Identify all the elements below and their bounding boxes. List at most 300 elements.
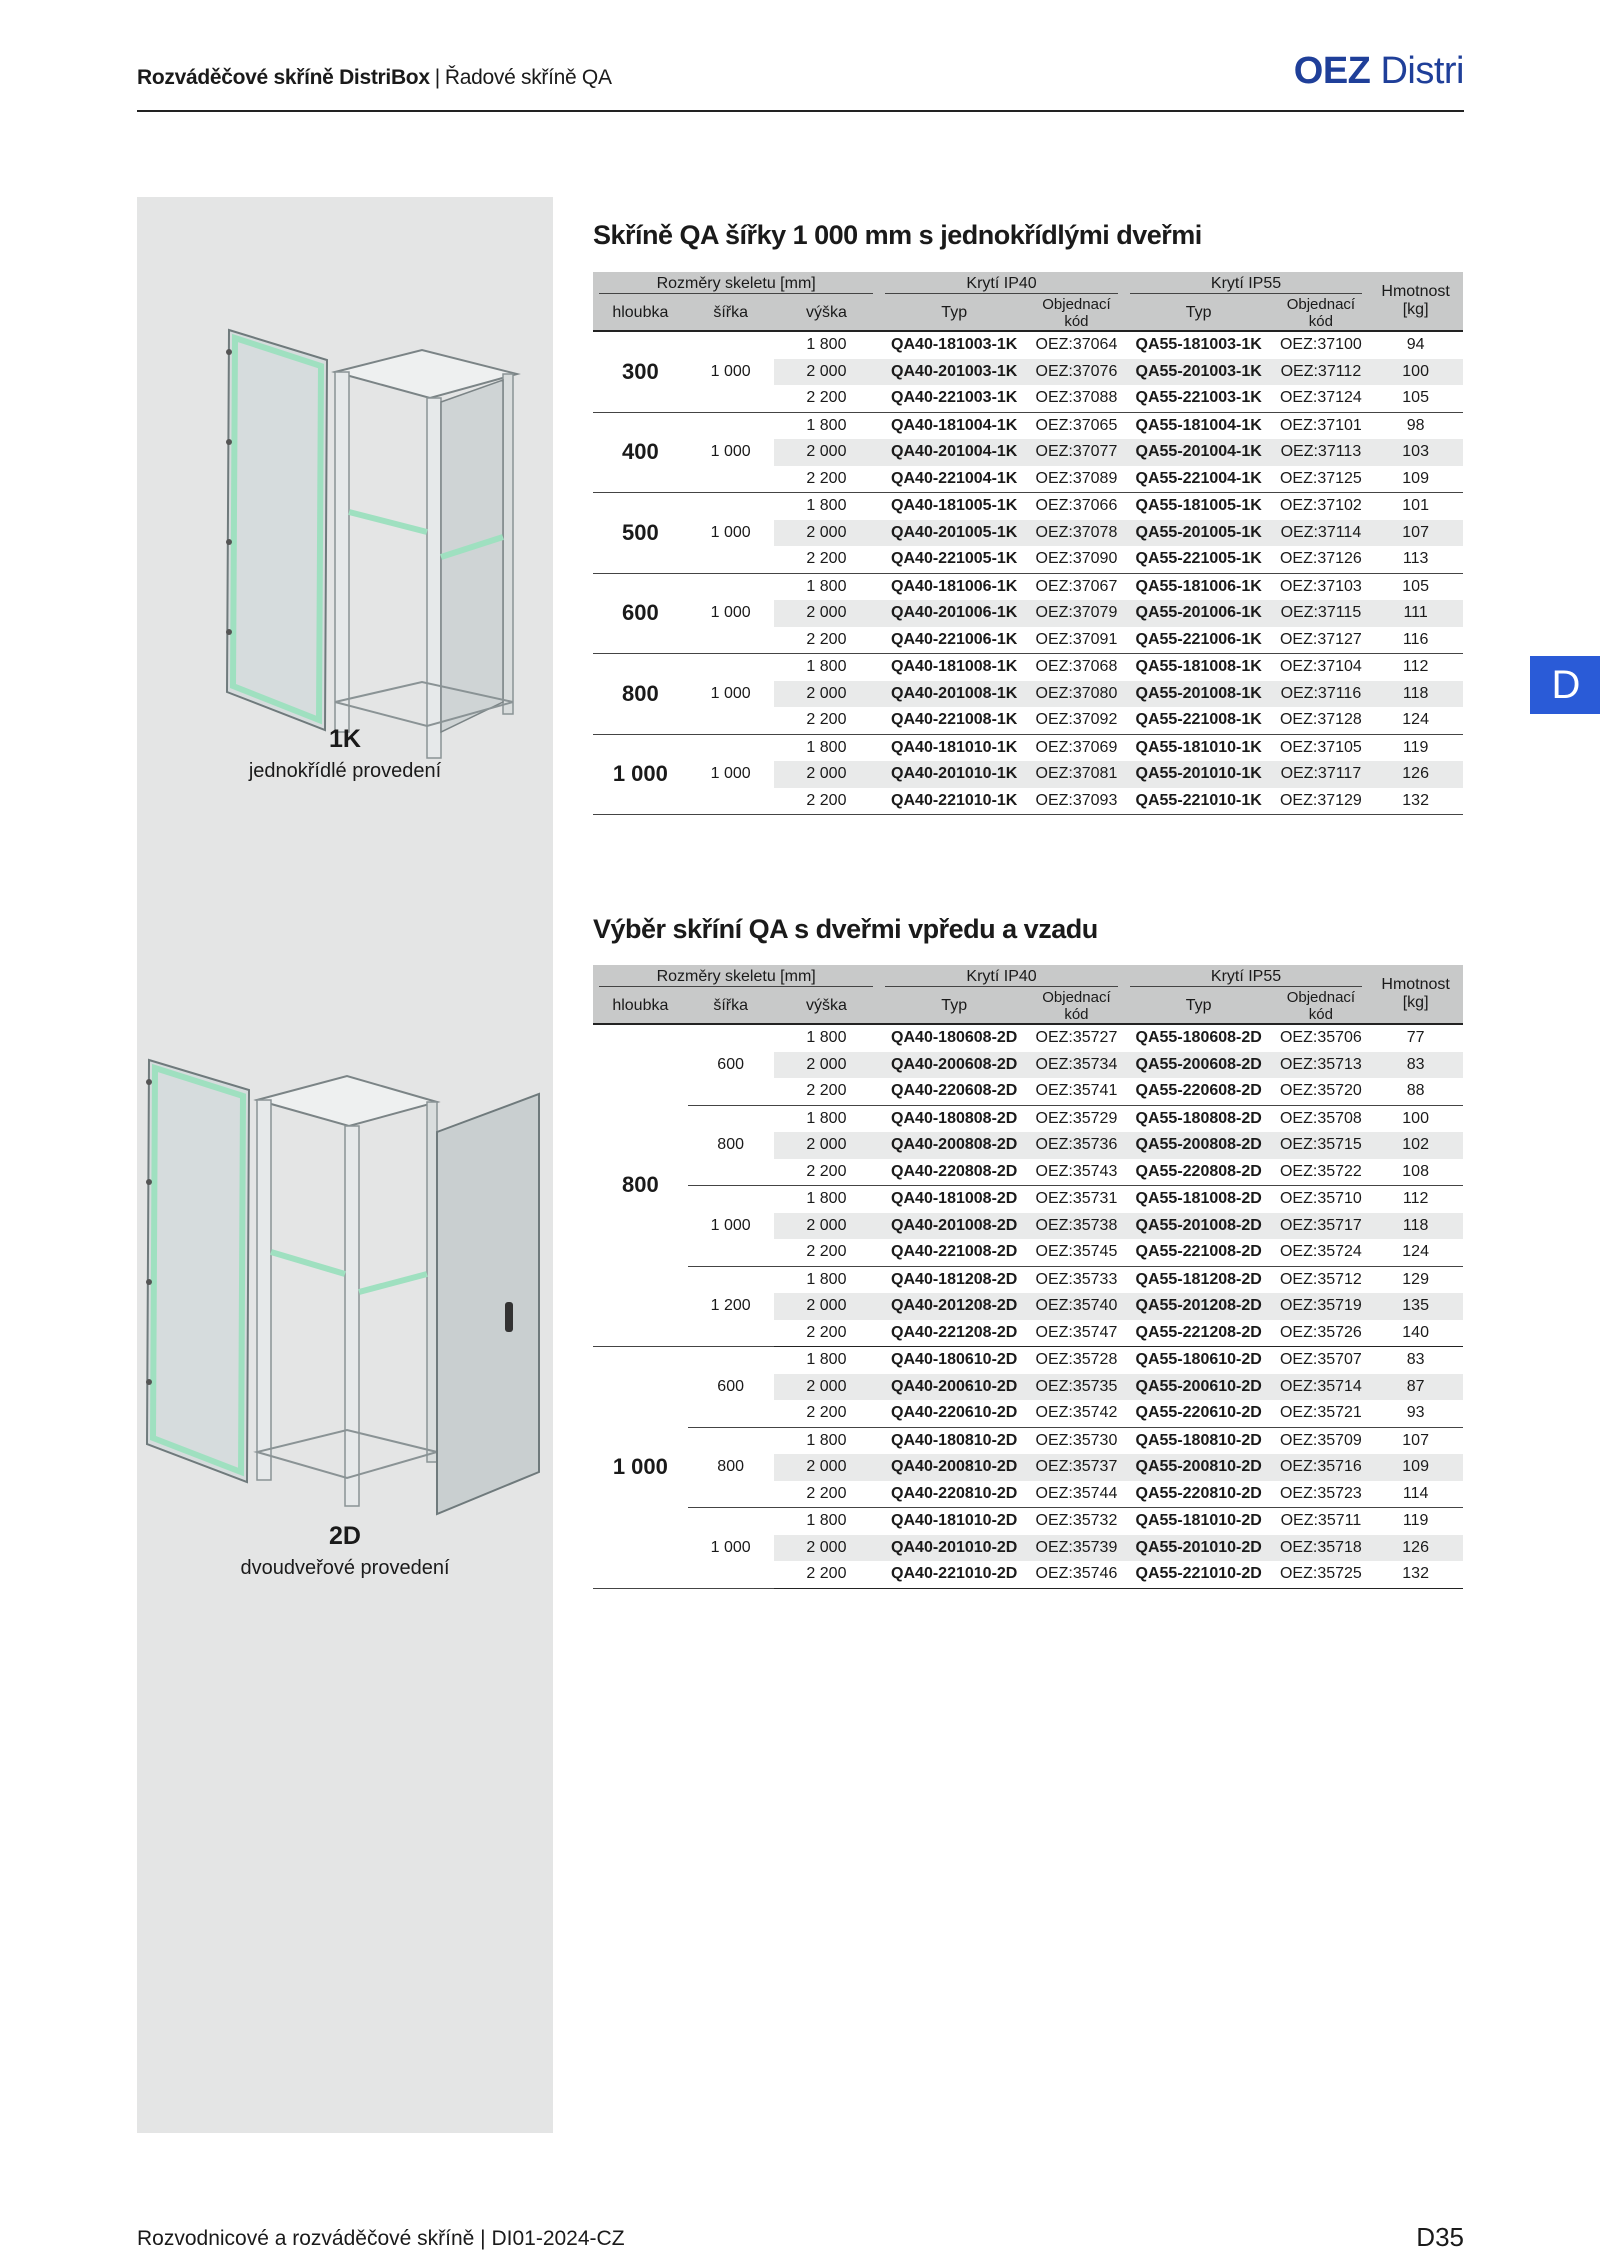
weight-cell: 102 [1368, 1132, 1463, 1159]
code-ip55-cell: OEZ:37100 [1279, 336, 1362, 353]
code-ip40-cell: OEZ:37080 [1029, 681, 1124, 708]
code-ip40-cell: OEZ:35745 [1029, 1239, 1124, 1266]
weight-cell: 83 [1406, 1351, 1425, 1368]
breadcrumb-sub: Řadové skříně QA [444, 66, 612, 89]
cabinet-1k-illustration [177, 322, 537, 762]
logo-distri: Distri [1380, 50, 1464, 92]
type-ip40-cell: QA40-200810-2D [879, 1454, 1029, 1481]
code-ip55-cell: OEZ:37126 [1274, 546, 1369, 573]
weight-cell: 105 [1402, 577, 1429, 595]
width-cell: 600 [688, 1347, 774, 1428]
header-weight: Hmotnost [kg] [1368, 965, 1463, 1024]
code-ip55-cell: OEZ:37101 [1279, 416, 1362, 434]
type-ip55-cell: QA55-180810-2D [1135, 1431, 1262, 1449]
code-ip40-cell: OEZ:35742 [1029, 1400, 1124, 1427]
height-cell: 2 000 [774, 1132, 880, 1159]
header-depth: hloubka [593, 296, 688, 331]
type-ip55-cell: QA55-221008-1K [1124, 707, 1274, 734]
brand-logo [1294, 50, 1464, 93]
type-ip40-cell: QA40-201208-2D [879, 1293, 1029, 1320]
type-ip55-cell: QA55-201003-1K [1124, 359, 1274, 386]
code-ip40-cell: OEZ:35733 [1035, 1270, 1118, 1288]
type-ip40-cell: QA40-180808-2D [891, 1109, 1018, 1127]
type-ip55-cell: QA55-221008-2D [1124, 1239, 1274, 1266]
type-ip55-cell: QA55-181008-1K [1135, 658, 1262, 675]
code-ip55-cell: OEZ:35718 [1274, 1535, 1369, 1562]
height-cell: 2 000 [774, 761, 880, 788]
type-ip40-cell: QA40-181010-1K [891, 738, 1018, 756]
type-ip55-cell: QA55-221006-1K [1124, 627, 1274, 654]
type-ip55-cell: QA55-201008-1K [1124, 681, 1274, 708]
type-ip40-cell: QA40-181008-2D [891, 1190, 1018, 1207]
type-ip40-cell: QA40-180610-2D [891, 1351, 1018, 1368]
weight-cell: 114 [1368, 1481, 1463, 1508]
weight-cell: 101 [1402, 497, 1429, 514]
code-ip40-cell: OEZ:35734 [1029, 1052, 1124, 1079]
weight-cell: 107 [1402, 1431, 1429, 1449]
code-ip55-cell: OEZ:35707 [1279, 1351, 1362, 1368]
type-ip55-cell: QA55-181003-1K [1135, 336, 1262, 353]
header-code-ip55: Objednací kód [1274, 989, 1369, 1024]
header-type-ip40: Typ [879, 296, 1029, 331]
height-cell: 1 800 [806, 1270, 847, 1288]
height-cell: 2 200 [774, 1400, 880, 1427]
code-ip40-cell: OEZ:37076 [1029, 359, 1124, 386]
weight-cell: 108 [1368, 1159, 1463, 1186]
type-ip55-cell: QA55-181008-2D [1135, 1190, 1262, 1207]
depth-cell: 400 [593, 412, 688, 493]
type-ip55-cell: QA55-201010-2D [1124, 1535, 1274, 1562]
header-code-ip40: Objednací kód [1029, 296, 1124, 331]
type-ip55-cell: QA55-180808-2D [1135, 1109, 1262, 1127]
table-row [593, 1347, 1463, 1374]
height-cell: 2 000 [774, 520, 880, 547]
width-cell: 1 200 [688, 1266, 774, 1347]
code-ip55-cell: OEZ:35722 [1274, 1159, 1369, 1186]
type-ip55-cell: QA55-200610-2D [1124, 1374, 1274, 1401]
type-ip55-cell: QA55-201004-1K [1124, 439, 1274, 466]
type-ip40-cell: QA40-181208-2D [891, 1270, 1018, 1288]
code-ip55-cell: OEZ:35723 [1274, 1481, 1369, 1508]
weight-cell: 87 [1368, 1374, 1463, 1401]
type-ip40-cell: QA40-181004-1K [891, 416, 1018, 434]
height-cell: 1 800 [806, 577, 847, 595]
code-ip55-cell: OEZ:37105 [1279, 738, 1362, 756]
code-ip40-cell: OEZ:37093 [1029, 788, 1124, 815]
type-ip40-cell: QA40-180810-2D [891, 1431, 1018, 1449]
height-cell: 1 800 [806, 336, 847, 353]
type-ip40-cell: QA40-220810-2D [879, 1481, 1029, 1508]
code-ip55-cell: OEZ:35706 [1279, 1029, 1362, 1046]
type-ip55-cell: QA55-181208-2D [1135, 1270, 1262, 1288]
code-ip40-cell: OEZ:35740 [1029, 1293, 1124, 1320]
code-ip55-cell: OEZ:35708 [1279, 1109, 1362, 1127]
height-cell: 2 000 [774, 1535, 880, 1562]
height-cell: 2 000 [774, 681, 880, 708]
type-ip40-cell: QA40-220808-2D [879, 1159, 1029, 1186]
code-ip55-cell: OEZ:35725 [1274, 1561, 1369, 1588]
table-row [593, 573, 1463, 600]
code-ip40-cell: OEZ:35728 [1035, 1351, 1118, 1368]
code-ip55-cell: OEZ:37104 [1279, 658, 1362, 675]
height-cell: 2 000 [774, 1213, 880, 1240]
height-cell: 1 800 [806, 1109, 847, 1127]
type-ip55-cell: QA55-220808-2D [1124, 1159, 1274, 1186]
code-ip55-cell: OEZ:35720 [1274, 1078, 1369, 1105]
code-ip55-cell: OEZ:35726 [1274, 1320, 1369, 1347]
height-cell: 2 000 [774, 359, 880, 386]
weight-cell: 112 [1402, 1190, 1429, 1207]
height-cell: 1 800 [806, 658, 847, 675]
weight-cell: 126 [1368, 1535, 1463, 1562]
code-ip55-cell: OEZ:35712 [1279, 1270, 1362, 1288]
type-ip40-cell: QA40-201008-1K [879, 681, 1029, 708]
header-depth: hloubka [593, 989, 688, 1024]
type-ip40-cell: QA40-221005-1K [879, 546, 1029, 573]
type-ip40-cell: QA40-221006-1K [879, 627, 1029, 654]
height-cell: 1 800 [806, 1351, 847, 1368]
weight-cell: 88 [1368, 1078, 1463, 1105]
depth-cell: 1 000 [593, 734, 688, 815]
type-ip55-cell: QA55-200808-2D [1124, 1132, 1274, 1159]
type-ip55-cell: QA55-201008-2D [1124, 1213, 1274, 1240]
header-ip55: Krytí IP55 [1124, 965, 1368, 989]
type-ip55-cell: QA55-220810-2D [1124, 1481, 1274, 1508]
depth-cell: 500 [593, 493, 688, 574]
type-ip55-cell: QA55-201010-1K [1124, 761, 1274, 788]
height-cell: 2 200 [774, 546, 880, 573]
type-ip55-cell: QA55-221208-2D [1124, 1320, 1274, 1347]
height-cell: 2 000 [774, 439, 880, 466]
height-cell: 2 200 [774, 627, 880, 654]
table-row [593, 654, 1463, 681]
page-header [137, 50, 1464, 112]
code-ip55-cell: OEZ:35721 [1274, 1400, 1369, 1427]
height-cell: 2 200 [774, 1481, 880, 1508]
code-ip40-cell: OEZ:37078 [1029, 520, 1124, 547]
section-title-2d: Výběr skříní QA s dveřmi vpředu a vzadu [593, 914, 1098, 944]
width-cell: 1 000 [688, 1186, 774, 1267]
code-ip55-cell: OEZ:37124 [1274, 385, 1369, 412]
code-ip55-cell: OEZ:37127 [1274, 627, 1369, 654]
header-code-ip40: Objednací kód [1029, 989, 1124, 1024]
weight-cell: 119 [1402, 1512, 1429, 1529]
code-ip40-cell: OEZ:35738 [1029, 1213, 1124, 1240]
weight-cell: 124 [1368, 1239, 1463, 1266]
weight-cell: 118 [1368, 1213, 1463, 1240]
depth-cell: 1 000 [593, 1347, 688, 1589]
height-cell: 1 800 [806, 1190, 847, 1207]
weight-cell: 112 [1402, 658, 1429, 675]
code-ip55-cell: OEZ:37112 [1274, 359, 1369, 386]
code-ip40-cell: OEZ:37088 [1029, 385, 1124, 412]
type-ip55-cell: QA55-201006-1K [1124, 600, 1274, 627]
height-cell: 2 200 [774, 1239, 880, 1266]
weight-cell: 83 [1368, 1052, 1463, 1079]
section-tab: D [1530, 656, 1600, 714]
type-ip55-cell: QA55-181005-1K [1135, 497, 1262, 514]
type-ip40-cell: QA40-181008-1K [891, 658, 1018, 675]
width-cell: 800 [688, 1105, 774, 1186]
code-ip55-cell: OEZ:35719 [1274, 1293, 1369, 1320]
code-ip55-cell: OEZ:35716 [1274, 1454, 1369, 1481]
weight-cell: 113 [1368, 546, 1463, 573]
header-type-ip55: Typ [1124, 989, 1274, 1024]
table-row [593, 1186, 1463, 1213]
type-ip55-cell: QA55-221004-1K [1124, 466, 1274, 493]
code-ip55-cell: OEZ:37128 [1274, 707, 1369, 734]
code-ip40-cell: OEZ:35743 [1029, 1159, 1124, 1186]
code-ip40-cell: OEZ:37081 [1029, 761, 1124, 788]
type-ip55-cell: QA55-201208-2D [1124, 1293, 1274, 1320]
breadcrumb [137, 66, 612, 90]
code-ip40-cell: OEZ:35732 [1035, 1512, 1118, 1529]
width-cell: 1 000 [688, 654, 774, 735]
weight-cell: 93 [1368, 1400, 1463, 1427]
cabinet-code: 2D [329, 1522, 361, 1550]
height-cell: 2 200 [774, 1078, 880, 1105]
code-ip55-cell: OEZ:35710 [1279, 1190, 1362, 1207]
cabinet-desc: jednokřídlé provedení [248, 760, 442, 782]
type-ip40-cell: QA40-200608-2D [879, 1052, 1029, 1079]
type-ip55-cell: QA55-220610-2D [1124, 1400, 1274, 1427]
code-ip40-cell: OEZ:37090 [1029, 546, 1124, 573]
header-type-ip55: Typ [1124, 296, 1274, 331]
code-ip55-cell: OEZ:35709 [1279, 1431, 1362, 1449]
code-ip55-cell: OEZ:37103 [1279, 577, 1362, 595]
code-ip55-cell: OEZ:37113 [1274, 439, 1369, 466]
code-ip40-cell: OEZ:35731 [1035, 1190, 1118, 1207]
type-ip40-cell: QA40-221208-2D [879, 1320, 1029, 1347]
type-ip40-cell: QA40-220608-2D [879, 1078, 1029, 1105]
breadcrumb-separator: | [434, 66, 440, 89]
table-row [593, 331, 1463, 359]
page-number: D35 [1416, 2222, 1464, 2252]
code-ip55-cell: OEZ:35713 [1274, 1052, 1369, 1079]
height-cell: 2 200 [774, 385, 880, 412]
type-ip40-cell: QA40-201004-1K [879, 439, 1029, 466]
height-cell: 2 200 [774, 1320, 880, 1347]
cabinet-2d-label [137, 1522, 553, 1580]
table-row [593, 734, 1463, 761]
code-ip40-cell: OEZ:35729 [1035, 1109, 1118, 1127]
header-ip40: Krytí IP40 [879, 965, 1123, 989]
table-row [593, 1024, 1463, 1052]
height-cell: 1 800 [806, 738, 847, 756]
code-ip40-cell: OEZ:37079 [1029, 600, 1124, 627]
product-table-1k [593, 272, 1463, 815]
footer-text: Rozvodnicové a rozváděčové skříně [137, 2227, 475, 2250]
type-ip40-cell: QA40-201003-1K [879, 359, 1029, 386]
type-ip40-cell: QA40-200610-2D [879, 1374, 1029, 1401]
weight-cell: 103 [1368, 439, 1463, 466]
type-ip55-cell: QA55-181010-1K [1135, 738, 1262, 756]
code-ip40-cell: OEZ:35737 [1029, 1454, 1124, 1481]
height-cell: 2 200 [774, 707, 880, 734]
height-cell: 1 800 [806, 497, 847, 514]
type-ip55-cell: QA55-200810-2D [1124, 1454, 1274, 1481]
header-type-ip40: Typ [879, 989, 1029, 1024]
width-cell: 1 000 [688, 331, 774, 412]
code-ip55-cell: OEZ:35717 [1274, 1213, 1369, 1240]
type-ip55-cell: QA55-221005-1K [1124, 546, 1274, 573]
breadcrumb-main: Rozváděčové skříně DistriBox [137, 66, 430, 89]
type-ip55-cell: QA55-200608-2D [1124, 1052, 1274, 1079]
code-ip40-cell: OEZ:37066 [1035, 497, 1118, 514]
code-ip40-cell: OEZ:35741 [1029, 1078, 1124, 1105]
height-cell: 2 200 [774, 466, 880, 493]
code-ip40-cell: OEZ:35747 [1029, 1320, 1124, 1347]
depth-cell: 800 [593, 654, 688, 735]
height-cell: 2 000 [774, 1454, 880, 1481]
type-ip40-cell: QA40-201010-2D [879, 1535, 1029, 1562]
height-cell: 2 000 [774, 1293, 880, 1320]
type-ip40-cell: QA40-221004-1K [879, 466, 1029, 493]
type-ip40-cell: QA40-201006-1K [879, 600, 1029, 627]
type-ip40-cell: QA40-201005-1K [879, 520, 1029, 547]
product-table-2d [593, 965, 1463, 1589]
code-ip40-cell: OEZ:37092 [1029, 707, 1124, 734]
type-ip40-cell: QA40-181005-1K [891, 497, 1018, 514]
type-ip55-cell: QA55-180610-2D [1135, 1351, 1262, 1368]
type-ip55-cell: QA55-181006-1K [1135, 577, 1262, 595]
header-dims: Rozměry skeletu [mm] [593, 965, 879, 989]
height-cell: 1 800 [806, 416, 847, 434]
weight-cell: 132 [1368, 1561, 1463, 1588]
weight-cell: 124 [1368, 707, 1463, 734]
type-ip55-cell: QA55-220608-2D [1124, 1078, 1274, 1105]
weight-cell: 100 [1402, 1109, 1429, 1127]
table-row [593, 1508, 1463, 1535]
code-ip55-cell: OEZ:37117 [1274, 761, 1369, 788]
weight-cell: 98 [1406, 416, 1425, 434]
type-ip55-cell: QA55-221010-1K [1124, 788, 1274, 815]
code-ip55-cell: OEZ:35714 [1274, 1374, 1369, 1401]
code-ip40-cell: OEZ:37077 [1029, 439, 1124, 466]
weight-cell: 126 [1368, 761, 1463, 788]
logo-oez: OEZ [1293, 50, 1371, 92]
type-ip40-cell: QA40-181006-1K [891, 577, 1018, 595]
weight-cell: 129 [1402, 1270, 1429, 1288]
cabinet-code: 1K [329, 725, 361, 753]
table-row [593, 1266, 1463, 1293]
code-ip55-cell: OEZ:37114 [1274, 520, 1369, 547]
code-ip55-cell: OEZ:35715 [1274, 1132, 1369, 1159]
code-ip55-cell: OEZ:37125 [1274, 466, 1369, 493]
header-width: šířka [688, 989, 774, 1024]
code-ip40-cell: OEZ:37091 [1029, 627, 1124, 654]
cabinet-2d-illustration [137, 1052, 553, 1522]
header-height: výška [774, 296, 880, 331]
footer-doc-id: DI01-2024-CZ [491, 2227, 625, 2250]
height-cell: 2 200 [774, 788, 880, 815]
weight-cell: 107 [1368, 520, 1463, 547]
code-ip55-cell: OEZ:37115 [1274, 600, 1369, 627]
height-cell: 1 800 [806, 1512, 847, 1529]
weight-cell: 111 [1368, 600, 1463, 627]
code-ip55-cell: OEZ:37116 [1274, 681, 1369, 708]
weight-cell: 109 [1368, 466, 1463, 493]
cabinet-1k-label [137, 725, 553, 783]
weight-cell: 109 [1368, 1454, 1463, 1481]
height-cell: 2 000 [774, 600, 880, 627]
code-ip55-cell: OEZ:37102 [1279, 497, 1362, 514]
type-ip55-cell: QA55-181010-2D [1135, 1512, 1262, 1529]
height-cell: 2 200 [774, 1561, 880, 1588]
code-ip40-cell: OEZ:37064 [1035, 336, 1118, 353]
width-cell: 1 000 [688, 734, 774, 815]
type-ip40-cell: QA40-181010-2D [891, 1512, 1018, 1529]
type-ip55-cell: QA55-221010-2D [1124, 1561, 1274, 1588]
weight-cell: 132 [1368, 788, 1463, 815]
header-ip55: Krytí IP55 [1124, 272, 1368, 296]
code-ip55-cell: OEZ:35711 [1280, 1512, 1362, 1529]
type-ip40-cell: QA40-200808-2D [879, 1132, 1029, 1159]
height-cell: 1 800 [806, 1431, 847, 1449]
width-cell: 1 000 [688, 573, 774, 654]
section-title-1k: Skříně QA šířky 1 000 mm s jednokřídlými dveřmi [593, 220, 1202, 250]
code-ip40-cell: OEZ:35746 [1029, 1561, 1124, 1588]
header-code-ip55: Objednací kód [1274, 296, 1369, 331]
illustration-panel [137, 197, 553, 2133]
code-ip40-cell: OEZ:35744 [1029, 1481, 1124, 1508]
width-cell: 600 [688, 1024, 774, 1105]
type-ip55-cell: QA55-221003-1K [1124, 385, 1274, 412]
depth-cell: 600 [593, 573, 688, 654]
header-width: šířka [688, 296, 774, 331]
code-ip40-cell: OEZ:37065 [1035, 416, 1118, 434]
weight-cell: 77 [1406, 1029, 1425, 1046]
table-row [593, 493, 1463, 520]
header-dims: Rozměry skeletu [mm] [593, 272, 879, 296]
depth-cell: 800 [593, 1024, 688, 1347]
cabinet-desc: dvoudveřové provedení [240, 1557, 450, 1579]
code-ip40-cell: OEZ:35739 [1029, 1535, 1124, 1562]
height-cell: 2 000 [774, 1374, 880, 1401]
table-row [593, 1427, 1463, 1454]
code-ip40-cell: OEZ:35735 [1029, 1374, 1124, 1401]
type-ip55-cell: QA55-180608-2D [1135, 1029, 1262, 1046]
code-ip40-cell: OEZ:35736 [1029, 1132, 1124, 1159]
weight-cell: 105 [1368, 385, 1463, 412]
code-ip40-cell: OEZ:37068 [1035, 658, 1118, 675]
depth-cell: 300 [593, 331, 688, 412]
type-ip40-cell: QA40-220610-2D [879, 1400, 1029, 1427]
type-ip40-cell: QA40-201010-1K [879, 761, 1029, 788]
height-cell: 2 200 [774, 1159, 880, 1186]
type-ip55-cell: QA55-181004-1K [1135, 416, 1262, 434]
table-row [593, 1105, 1463, 1132]
code-ip55-cell: OEZ:37129 [1274, 788, 1369, 815]
type-ip40-cell: QA40-180608-2D [891, 1029, 1018, 1046]
weight-cell: 118 [1368, 681, 1463, 708]
type-ip40-cell: QA40-221008-2D [879, 1239, 1029, 1266]
header-weight: Hmotnost [kg] [1368, 272, 1463, 331]
page-footer: Rozvodnicové a rozváděčové skříně | DI01-2024-CZ [137, 2227, 625, 2250]
weight-cell: 135 [1368, 1293, 1463, 1320]
type-ip55-cell: QA55-201005-1K [1124, 520, 1274, 547]
weight-cell: 140 [1368, 1320, 1463, 1347]
type-ip40-cell: QA40-221003-1K [879, 385, 1029, 412]
header-ip40: Krytí IP40 [879, 272, 1123, 296]
type-ip40-cell: QA40-181003-1K [891, 336, 1018, 353]
width-cell: 1 000 [688, 493, 774, 574]
width-cell: 1 000 [688, 1508, 774, 1589]
type-ip40-cell: QA40-221010-1K [879, 788, 1029, 815]
type-ip40-cell: QA40-221008-1K [879, 707, 1029, 734]
code-ip40-cell: OEZ:37069 [1035, 738, 1118, 756]
weight-cell: 119 [1402, 738, 1429, 756]
